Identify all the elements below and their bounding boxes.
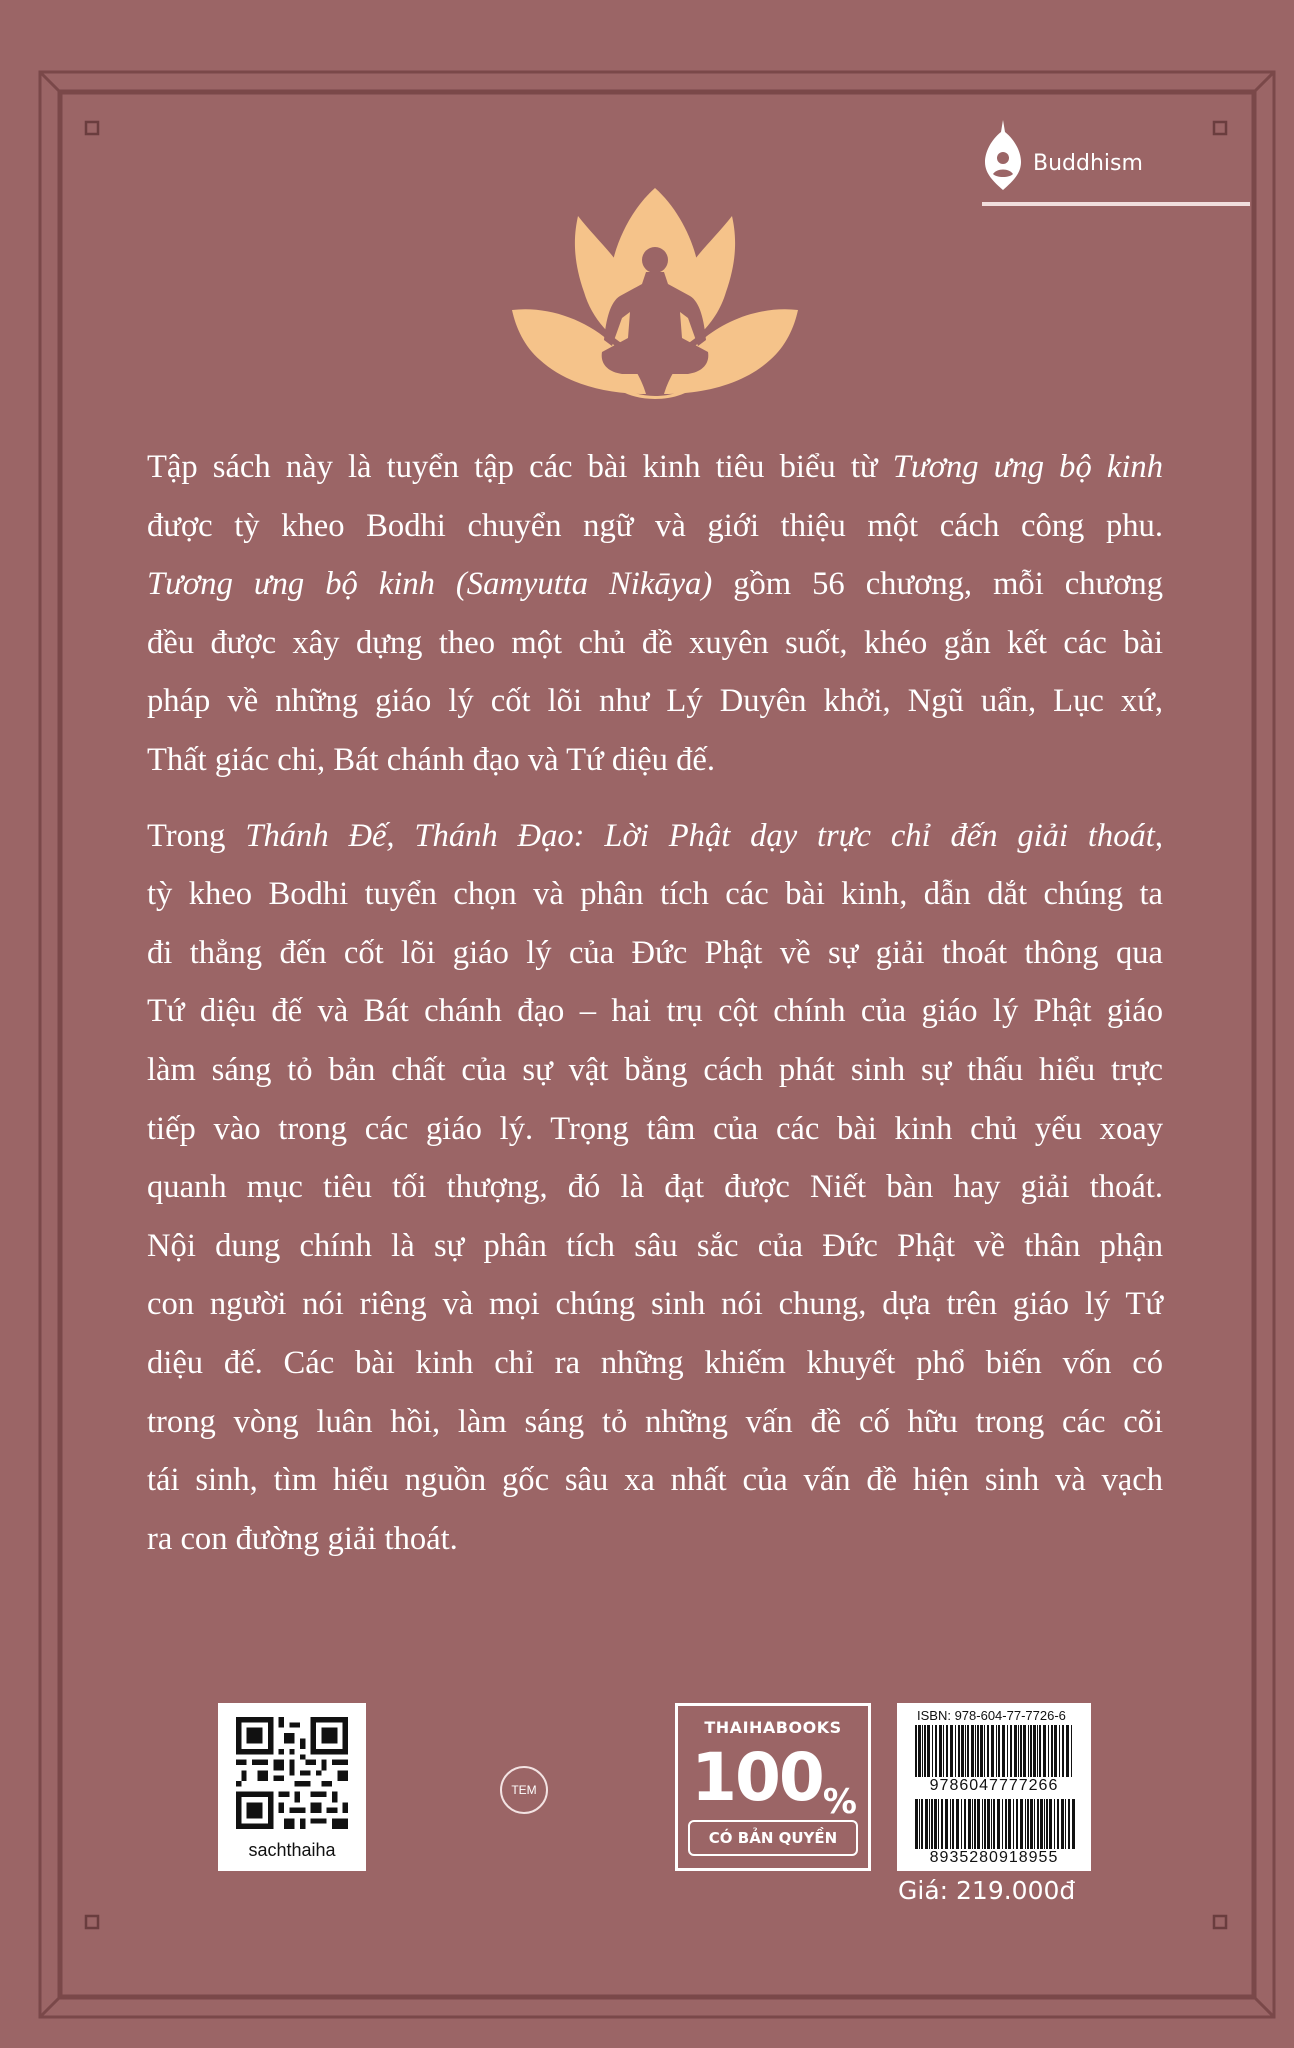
stamp-placeholder: TEM: [500, 1766, 548, 1814]
description-line: Tập sách này là tuyển tập các bài kinh tiêu biểu từ Tương ưng bộ kinh: [147, 449, 1163, 485]
barcode-bar: [925, 1799, 928, 1849]
barcode-bar: [964, 1799, 966, 1849]
description-paragraph: [147, 807, 1163, 1569]
barcode-bar: [1028, 1725, 1029, 1777]
barcode-bar: [980, 1725, 983, 1777]
back-cover-description: [147, 438, 1163, 1568]
barcode-bar: [1039, 1725, 1041, 1777]
barcode-bar: [915, 1725, 917, 1777]
barcode-bar: [1059, 1725, 1060, 1777]
barcode-bar: [1023, 1725, 1026, 1777]
description-line: trong vòng luân hồi, làm sáng tỏ những vấn đề cố hữu trong các cõi: [147, 1403, 1163, 1440]
description-line: pháp về những giáo lý cốt lõi như Lý Duyên khởi, Ngũ uẩn, Lục xứ,: [147, 683, 1163, 720]
bodhi-leaf-icon: [981, 118, 1025, 194]
description-line: tỳ kheo Bodhi tuyển chọn và phân tích các bài kinh, dẫn dắt chúng ta: [147, 876, 1163, 913]
description-line: Nội dung chính là sự phân tích sâu sắc của Đức Phật về thân phận: [147, 1227, 1163, 1264]
qr-code-card[interactable]: [218, 1703, 366, 1871]
description-line: được tỳ kheo Bodhi chuyển ngữ và giới thiệu một cách công phu.: [147, 507, 1163, 544]
barcode-bar: [1037, 1799, 1039, 1849]
barcode-bar: [1010, 1725, 1012, 1777]
description-line: tái sinh, tìm hiểu nguồn gốc sâu xa nhất của vấn đề hiện sinh và vạch: [147, 1462, 1163, 1499]
brand-label: Buddhism: [1033, 150, 1143, 176]
description-line: diệu đế. Các bài kinh chỉ ra những khiếm khuyết phổ biến vốn có: [147, 1344, 1163, 1381]
barcode-bar: [1033, 1725, 1036, 1777]
barcode-bar: [1044, 1799, 1045, 1849]
barcode-bar: [929, 1799, 930, 1849]
badge-percent-sign: %: [822, 1782, 855, 1822]
barcode-bar: [1020, 1725, 1022, 1777]
barcode-bar: [932, 1725, 933, 1777]
barcode-bar: [1008, 1799, 1011, 1849]
description-line: quanh mục tiêu tối thượng, đó là đạt được Niết bàn hay giải thoát.: [147, 1169, 1163, 1206]
description-line: tiếp vào trong các giáo lý. Trọng tâm của các bài kinh chủ yếu xoay: [147, 1110, 1163, 1147]
barcode-bar: [1057, 1799, 1059, 1849]
barcode-bar: [1002, 1799, 1003, 1849]
barcode-bar: [919, 1799, 920, 1849]
barcode-bar: [977, 1799, 980, 1849]
italic-title: Tương ưng bộ kinh (Samyutta Nikāya): [147, 566, 713, 603]
barcode-bar: [984, 1799, 986, 1849]
barcode-bar: [1072, 1799, 1075, 1849]
barcode-bar: [993, 1799, 995, 1849]
description-line: làm sáng tỏ bản chất của sự vật bằng cách phát sinh sự thấu hiểu trực: [147, 1051, 1163, 1088]
description-line: Thất giác chi, Bát chánh đạo và Tứ diệu đế.: [147, 741, 715, 778]
barcode-bar: [984, 1725, 985, 1777]
publisher-brand: [963, 118, 1246, 194]
barcode-bar: [975, 1725, 976, 1777]
barcode-bar: [1034, 1799, 1035, 1849]
barcode-bar: [1051, 1725, 1053, 1777]
barcode-bar: [952, 1799, 954, 1849]
isbn-number: 9786047777266: [929, 1777, 1059, 1794]
barcode-bar: [958, 1725, 960, 1777]
badge-percent-value: 100: [691, 1739, 823, 1816]
barcode-bar: [1061, 1799, 1064, 1849]
qr-label: sachthaiha: [248, 1840, 336, 1860]
barcode-bar: [915, 1799, 918, 1849]
barcode-bar: [1005, 1799, 1007, 1849]
barcode-bar: [1013, 1799, 1014, 1849]
description-line: con người nói riêng và mọi chúng sinh nói chung, dựa trên giáo lý Tứ: [147, 1286, 1163, 1323]
barcode-bar: [1025, 1799, 1026, 1849]
italic-title: Thánh Đế, Thánh Đạo: Lời Phật dạy trực chỉ đến giải thoát: [245, 817, 1155, 854]
barcode-bar: [943, 1725, 944, 1777]
barcode-bar: [1062, 1725, 1064, 1777]
barcode-bar: [974, 1799, 976, 1849]
barcode-card: [897, 1703, 1091, 1871]
barcode-bar: [1030, 1799, 1033, 1849]
description-line: Tương ưng bộ kinh (Samyutta Nikāya) gồm 56 chương, mỗi chương: [147, 566, 1163, 603]
barcode-bar: [991, 1725, 994, 1777]
barcode-bar: [1037, 1725, 1038, 1777]
barcode-bar: [1054, 1799, 1055, 1849]
barcode-bar: [968, 1799, 971, 1849]
barcode-bar: [1016, 1799, 1018, 1849]
barcode-bar: [956, 1799, 959, 1849]
barcode-bar: [922, 1725, 923, 1777]
barcode-bar: [1046, 1799, 1048, 1849]
barcode-bar: [961, 1725, 964, 1777]
copyright-badge: [675, 1703, 871, 1871]
barcode-bar: [945, 1799, 948, 1849]
description-line: đều được xây dựng theo một chủ đề xuyên suốt, khéo gắn kết các bài: [147, 624, 1163, 661]
qr-code-icon: [236, 1717, 348, 1829]
barcode-bar: [1020, 1799, 1023, 1849]
price-barcode: [915, 1799, 1075, 1849]
italic-title: Tương ưng bộ kinh: [892, 449, 1163, 485]
barcode-bar: [972, 1799, 973, 1849]
description-line: đi thẳng đến cốt lõi giáo lý của Đức Phật về sự giải thoát thông qua: [147, 934, 1163, 971]
barcode-bar: [931, 1799, 933, 1849]
barcode-bar: [1068, 1799, 1070, 1849]
barcode-bar: [918, 1725, 921, 1777]
barcode-bar: [971, 1725, 974, 1777]
barcode-bar: [1066, 1725, 1069, 1777]
barcode-bar: [927, 1725, 930, 1777]
barcode-bar: [1048, 1725, 1049, 1777]
description-line: ra con đường giải thoát.: [147, 1520, 458, 1557]
barcode-bar: [987, 1799, 990, 1849]
badge-caption: CÓ BẢN QUYỀN: [688, 1820, 858, 1856]
barcode-bar: [1049, 1799, 1052, 1849]
barcode-bar: [921, 1799, 923, 1849]
barcode-bar: [1043, 1725, 1046, 1777]
barcode-bar: [1027, 1799, 1029, 1849]
barcode-bar: [996, 1725, 997, 1777]
barcode-bar: [934, 1799, 937, 1849]
barcode-bar: [1071, 1725, 1072, 1777]
barcode-bar: [939, 1725, 942, 1777]
badge-percent: [678, 1739, 868, 1822]
badge-publisher: THAIHABOOKS: [704, 1718, 842, 1737]
barcode-bar: [1002, 1725, 1005, 1777]
barcode-bar: [1007, 1725, 1008, 1777]
barcode-bar: [987, 1725, 989, 1777]
description-line: Tứ diệu đế và Bát chánh đạo – hai trụ cột chính của giáo lý Phật giáo: [147, 993, 1163, 1030]
barcode-bar: [961, 1799, 962, 1849]
barcode-bar: [982, 1799, 983, 1849]
barcode-bar: [998, 1725, 1000, 1777]
barcode-bar: [1054, 1725, 1057, 1777]
brand-underline: [982, 202, 1250, 206]
buddha-lotus-icon: [512, 188, 798, 414]
price-barcode-number: 8935280918955: [929, 1849, 1059, 1866]
barcode-bar: [991, 1799, 992, 1849]
description-paragraph: [147, 438, 1163, 790]
barcode-bar: [938, 1799, 939, 1849]
barcode-bar: [924, 1725, 926, 1777]
description-line: Trong Thánh Đế, Thánh Đạo: Lời Phật dạy trực chỉ đến giải thoát,: [147, 817, 1163, 854]
barcode-bar: [977, 1725, 979, 1777]
barcode-bar: [1018, 1725, 1019, 1777]
barcode-bar: [965, 1725, 966, 1777]
barcode-bar: [1030, 1725, 1032, 1777]
barcode-bar: [1065, 1799, 1066, 1849]
barcode-bar: [1014, 1725, 1017, 1777]
isbn-label: ISBN: 978-604-77-7726-6: [917, 1708, 1066, 1723]
barcode-bar: [946, 1725, 948, 1777]
barcode-bar: [950, 1725, 953, 1777]
barcode-bar: [955, 1725, 956, 1777]
barcode-bar: [950, 1799, 951, 1849]
barcode-bar: [941, 1799, 943, 1849]
barcode-bar: [935, 1725, 937, 1777]
barcode-bar: [997, 1799, 1000, 1849]
barcode-bar: [1040, 1799, 1043, 1849]
barcode-bar: [967, 1725, 969, 1777]
isbn-barcode: [915, 1725, 1075, 1777]
price-label: Giá: 219.000đ: [898, 1876, 1076, 1905]
